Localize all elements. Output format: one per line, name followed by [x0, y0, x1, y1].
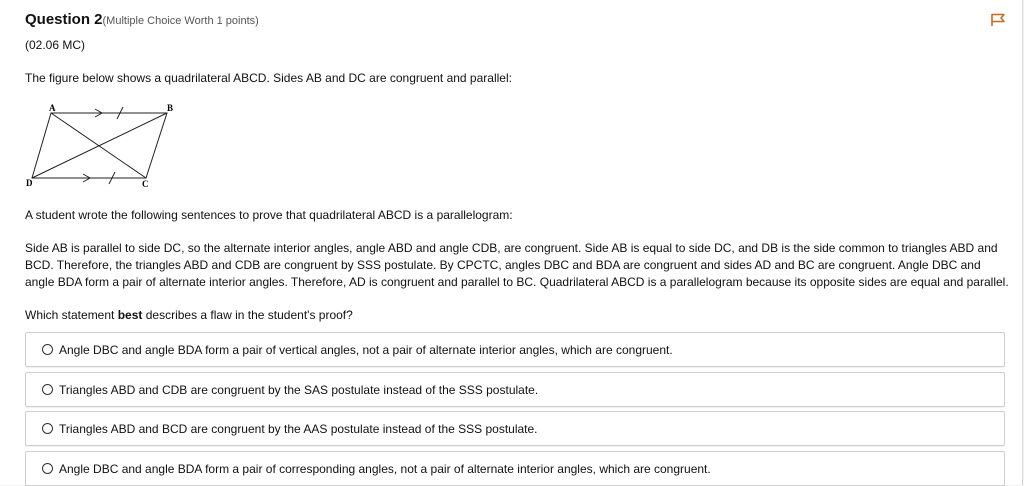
vertex-label-c: C	[142, 179, 149, 189]
answer-option-text: Triangles ABD and CDB are congruent by the SAS postulate instead of the SSS postulate.	[59, 382, 539, 397]
answer-option-4[interactable]	[25, 451, 1005, 486]
answer-option-text: Angle DBC and angle BDA form a pair of vertical angles, not a pair of alternate interior angles, which are congruent.	[59, 342, 673, 357]
radio-button-icon[interactable]	[42, 384, 53, 395]
prompt-bold: best	[117, 308, 143, 322]
answer-option-text: Triangles ABD and BCD are congruent by the AAS postulate instead of the SSS postulate.	[59, 421, 538, 436]
question-code: (02.06 MC)	[25, 38, 86, 52]
question-worth: (Multiple Choice Worth 1 points)	[102, 15, 259, 27]
student-intro: A student wrote the following sentences to prove that quadrilateral ABCD is a parallelogram:	[25, 208, 513, 222]
question-intro: The figure below shows a quadrilateral ABCD. Sides AB and DC are congruent and parallel:	[25, 71, 512, 85]
vertex-label-d: D	[26, 178, 33, 188]
radio-button-icon[interactable]	[42, 423, 53, 434]
vertex-label-b: B	[167, 103, 174, 113]
question-title: Question 2	[25, 11, 103, 28]
flag-icon[interactable]	[989, 11, 1007, 29]
student-proof: Side AB is parallel to side DC, so the alternate interior angles, angle ABD and angle CDB, are congruent. Side AB is equal to side DC, and DB is the side common to triangles ABD and BCD. Therefore, the triangles ABD and CDB are congruent by SSS postulate. By CPCTC, angles DBC and BDA are congruent and sides AD and BC are congruent. Angle DBC and angle BDA form a pair of alternate interior angles. Therefore, AD is congruent and parallel to BC. Quadrilateral ABCD is a parallelogram because its opposite sides are equal and parallel.	[25, 241, 1009, 289]
question-header	[25, 11, 259, 29]
radio-button-icon[interactable]	[42, 344, 53, 355]
quadrilateral-figure	[25, 102, 175, 190]
answer-option-text: Angle DBC and angle BDA form a pair of corresponding angles, not a pair of alternate interior angles, which are congruent.	[59, 461, 711, 476]
prompt-pre: Which statement	[25, 308, 118, 322]
answer-option-2[interactable]	[25, 372, 1005, 407]
vertex-label-a: A	[49, 103, 56, 113]
prompt-post: describes a flaw in the student's proof?	[142, 308, 353, 322]
radio-button-icon[interactable]	[42, 463, 53, 474]
answer-option-1[interactable]	[25, 332, 1005, 367]
answer-option-3[interactable]	[25, 411, 1005, 446]
question-prompt	[25, 307, 353, 324]
